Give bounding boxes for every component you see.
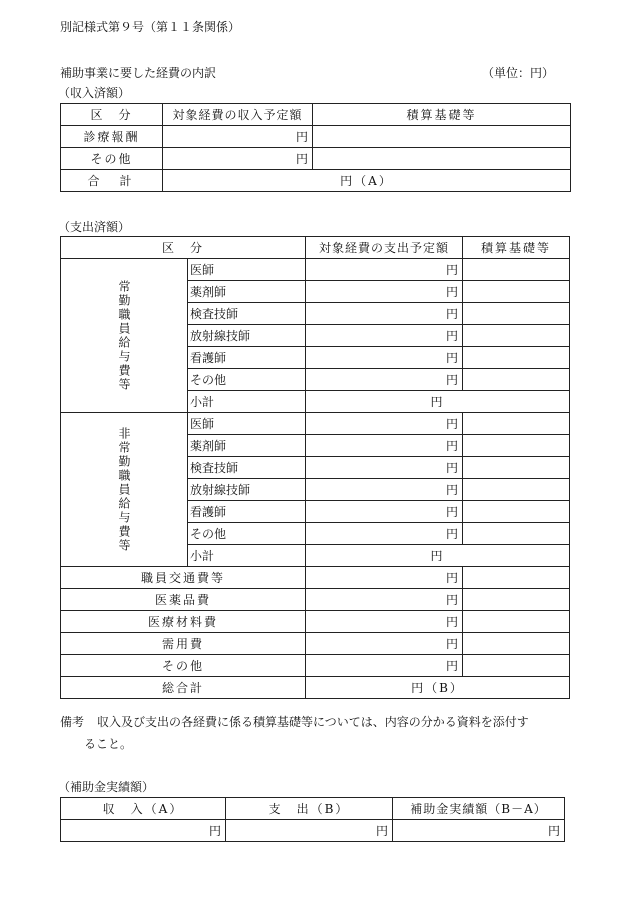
amount-cell[interactable]: 円 (306, 347, 463, 369)
basis-cell[interactable] (463, 369, 570, 391)
row-label: 職員交通費等 (61, 567, 306, 589)
amount-cell[interactable]: 円 (306, 611, 463, 633)
row-label: その他 (61, 655, 306, 677)
subtotal-value[interactable]: 円 (306, 391, 570, 413)
basis-cell[interactable] (463, 303, 570, 325)
table-row (61, 589, 570, 611)
page-title: 補助事業に要した経費の内訳 (60, 66, 217, 80)
row-label: 医薬品費 (61, 589, 306, 611)
amount-cell[interactable]: 円 (306, 303, 463, 325)
amount-cell[interactable]: 円 (306, 369, 463, 391)
basis-cell[interactable] (463, 655, 570, 677)
amount-cell[interactable]: 円 (306, 633, 463, 655)
row-label: 診療報酬 (61, 126, 163, 148)
expense-section-title: （支出済額） (58, 220, 131, 234)
grand-total-label: 総合計 (61, 677, 306, 699)
row-label: 医療材料費 (61, 611, 306, 633)
row-label: その他 (188, 523, 306, 545)
row-label: 医師 (188, 413, 306, 435)
table-row (61, 655, 570, 677)
row-label: 医師 (188, 259, 306, 281)
amount-cell[interactable]: 円 (306, 655, 463, 677)
amount-cell[interactable]: 円 (306, 413, 463, 435)
basis-cell[interactable] (463, 457, 570, 479)
subtotal-label: 小計 (188, 391, 306, 413)
amount-cell[interactable]: 円 (306, 523, 463, 545)
col-header: 収 入（A） (61, 798, 226, 820)
total-row (61, 170, 571, 192)
table-row (61, 126, 571, 148)
basis-cell[interactable] (463, 589, 570, 611)
amount-cell[interactable]: 円 (306, 567, 463, 589)
table-row (61, 820, 565, 842)
basis-cell[interactable] (313, 148, 571, 170)
form-number: 別記様式第９号（第１１条関係） (60, 20, 241, 34)
note-line-1: 収入及び支出の各経費に係る積算基礎等については、内容の分かる資料を添付す (97, 715, 529, 729)
income-section-title: （収入済額） (58, 86, 131, 100)
amount-cell[interactable]: 円 (163, 148, 313, 170)
table-row (61, 611, 570, 633)
col-header: 対象経費の収入予定額 (163, 104, 313, 126)
subtotal-value[interactable]: 円 (306, 545, 570, 567)
amount-cell[interactable]: 円 (306, 479, 463, 501)
amount-cell[interactable]: 円 (306, 281, 463, 303)
col-header: 支 出（B） (226, 798, 393, 820)
income-value-cell[interactable]: 円 (61, 820, 226, 842)
grand-total-value[interactable]: 円（B） (306, 677, 570, 699)
basis-cell[interactable] (463, 259, 570, 281)
table-header-row (61, 237, 570, 259)
unit-label: （単位：円） (482, 66, 555, 80)
grand-total-row (61, 677, 570, 699)
basis-cell[interactable] (463, 347, 570, 369)
table-row (61, 148, 571, 170)
col-header: 積算基礎等 (313, 104, 571, 126)
basis-cell[interactable] (463, 479, 570, 501)
subsidy-value-cell[interactable]: 円 (393, 820, 565, 842)
income-table (60, 103, 571, 192)
table-row (61, 413, 570, 435)
amount-cell[interactable]: 円 (163, 126, 313, 148)
row-label: 放射線技師 (188, 479, 306, 501)
expense-value-cell[interactable]: 円 (226, 820, 393, 842)
result-section-title: （補助金実績額） (58, 780, 155, 794)
col-header: 区 分 (61, 104, 163, 126)
col-header: 補助金実績額（B－A） (393, 798, 565, 820)
note-line-2: ること。 (84, 737, 133, 751)
note-label: 備考 (60, 715, 85, 729)
basis-cell[interactable] (313, 126, 571, 148)
row-label: 看護師 (188, 501, 306, 523)
basis-cell[interactable] (463, 435, 570, 457)
basis-cell[interactable] (463, 281, 570, 303)
table-header-row (61, 104, 571, 126)
amount-cell[interactable]: 円 (306, 435, 463, 457)
amount-cell[interactable]: 円 (306, 501, 463, 523)
result-table (60, 797, 565, 842)
table-row (61, 567, 570, 589)
group-label: 非常勤職員給与費等 (61, 413, 188, 567)
group-label: 常勤職員給与費等 (61, 259, 188, 413)
row-label: 薬剤師 (188, 281, 306, 303)
basis-cell[interactable] (463, 523, 570, 545)
row-label: その他 (188, 369, 306, 391)
expense-table (60, 236, 570, 699)
basis-cell[interactable] (463, 413, 570, 435)
table-row (61, 259, 570, 281)
total-label: 合 計 (61, 170, 163, 192)
basis-cell[interactable] (463, 501, 570, 523)
basis-cell[interactable] (463, 567, 570, 589)
amount-cell[interactable]: 円 (306, 589, 463, 611)
amount-cell[interactable]: 円 (306, 325, 463, 347)
col-header: 対象経費の支出予定額 (306, 237, 463, 259)
row-label: 検査技師 (188, 303, 306, 325)
row-label: 薬剤師 (188, 435, 306, 457)
table-header-row (61, 798, 565, 820)
col-header: 区 分 (61, 237, 306, 259)
subtotal-label: 小計 (188, 545, 306, 567)
amount-cell[interactable]: 円 (306, 259, 463, 281)
total-value[interactable]: 円（A） (163, 170, 571, 192)
table-row (61, 633, 570, 655)
row-label: 需用費 (61, 633, 306, 655)
row-label: 看護師 (188, 347, 306, 369)
basis-cell[interactable] (463, 633, 570, 655)
basis-cell[interactable] (463, 611, 570, 633)
col-header: 積算基礎等 (463, 237, 570, 259)
row-label: その他 (61, 148, 163, 170)
row-label: 放射線技師 (188, 325, 306, 347)
amount-cell[interactable]: 円 (306, 457, 463, 479)
row-label: 検査技師 (188, 457, 306, 479)
basis-cell[interactable] (463, 325, 570, 347)
